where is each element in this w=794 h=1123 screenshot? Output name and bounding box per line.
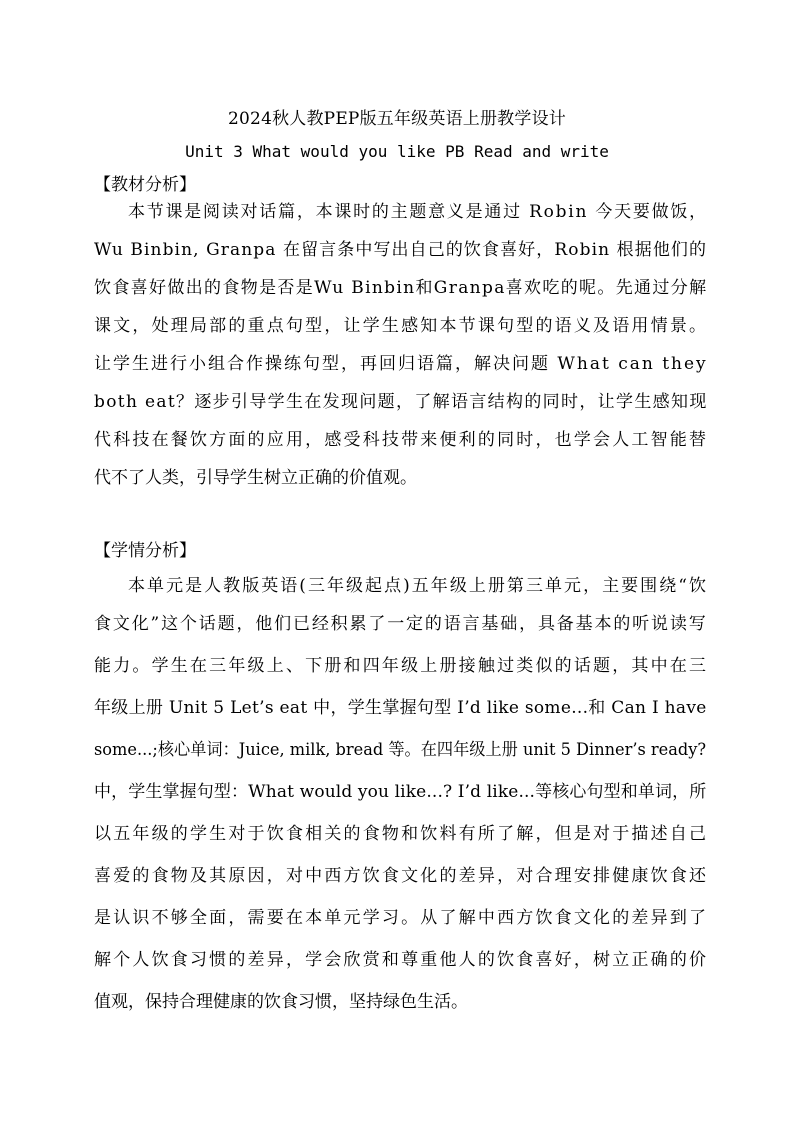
paragraph-line: 中，学生掌握句型：What would you like...? I’d like...等核心句型和单词，所: [94, 782, 707, 802]
paragraph-line: 本单元是人教版英语(三年级起点)五年级上册第三单元，主要围绕“饮: [128, 576, 708, 596]
paragraph-line: 代科技在餐饮方面的应用，感受科技带来便利的同时，也学会人工智能替: [94, 430, 709, 450]
paragraph-line: 让学生进行小组合作操练句型，再回归语篇，解决问题 What can they: [94, 354, 708, 374]
paragraph-line: 年级上册 Unit 5 Let’s eat 中，学生掌握句型 I’d like some...和 Can I have: [94, 698, 707, 718]
paragraph-line: 喜爱的食物及其原因，对中西方饮食文化的差异，对合理安排健康饮食还: [94, 866, 709, 886]
paragraph-line: 能力。学生在三年级上、下册和四年级上册接触过类似的话题，其中在三: [94, 656, 709, 676]
paragraph-line: 代不了人类，引导学生树立正确的价值观。: [94, 468, 417, 488]
paragraph-line: 食文化”这个话题，他们已经积累了一定的语言基础，具备基本的听说读写: [94, 614, 708, 634]
paragraph-line: 是认识不够全面，需要在本单元学习。从了解中西方饮食文化的差异到了: [94, 908, 709, 928]
section-heading-learner-analysis: 【学情分析】: [94, 541, 196, 561]
paragraph-line: 课文，处理局部的重点句型，让学生感知本节课句型的语义及语用情景。: [94, 316, 709, 336]
paragraph-line: 饮食喜好做出的食物是否是Wu Binbin和Granpa喜欢吃的呢。先通过分解: [94, 278, 708, 298]
document-subtitle: Unit 3 What would you like PB Read and write: [185, 142, 609, 161]
paragraph-line: Wu Binbin, Granpa 在留言条中写出自己的饮食喜好，Robin 根据他们的: [94, 240, 708, 260]
paragraph-line: 本节课是阅读对话篇，本课时的主题意义是通过 Robin 今天要做饭，: [128, 202, 708, 222]
section-heading-textbook-analysis: 【教材分析】: [94, 175, 196, 195]
paragraph-line: some...;核心单词：Juice, milk, bread 等。在四年级上册 unit 5 Dinner’s ready?: [94, 740, 707, 760]
paragraph-line: both eat？逐步引导学生在发现问题，了解语言结构的同时，让学生感知现: [94, 392, 708, 412]
paragraph-line: 值观，保持合理健康的饮食习惯，坚持绿色生活。: [94, 992, 468, 1012]
paragraph-line: 以五年级的学生对于饮食相关的食物和饮料有所了解，但是对于描述自己: [94, 824, 709, 844]
document-title: 2024秋人教PEP版五年级英语上册教学设计: [228, 109, 566, 129]
paragraph-line: 解个人饮食习惯的差异，学会欣赏和尊重他人的饮食喜好，树立正确的价: [94, 950, 709, 970]
